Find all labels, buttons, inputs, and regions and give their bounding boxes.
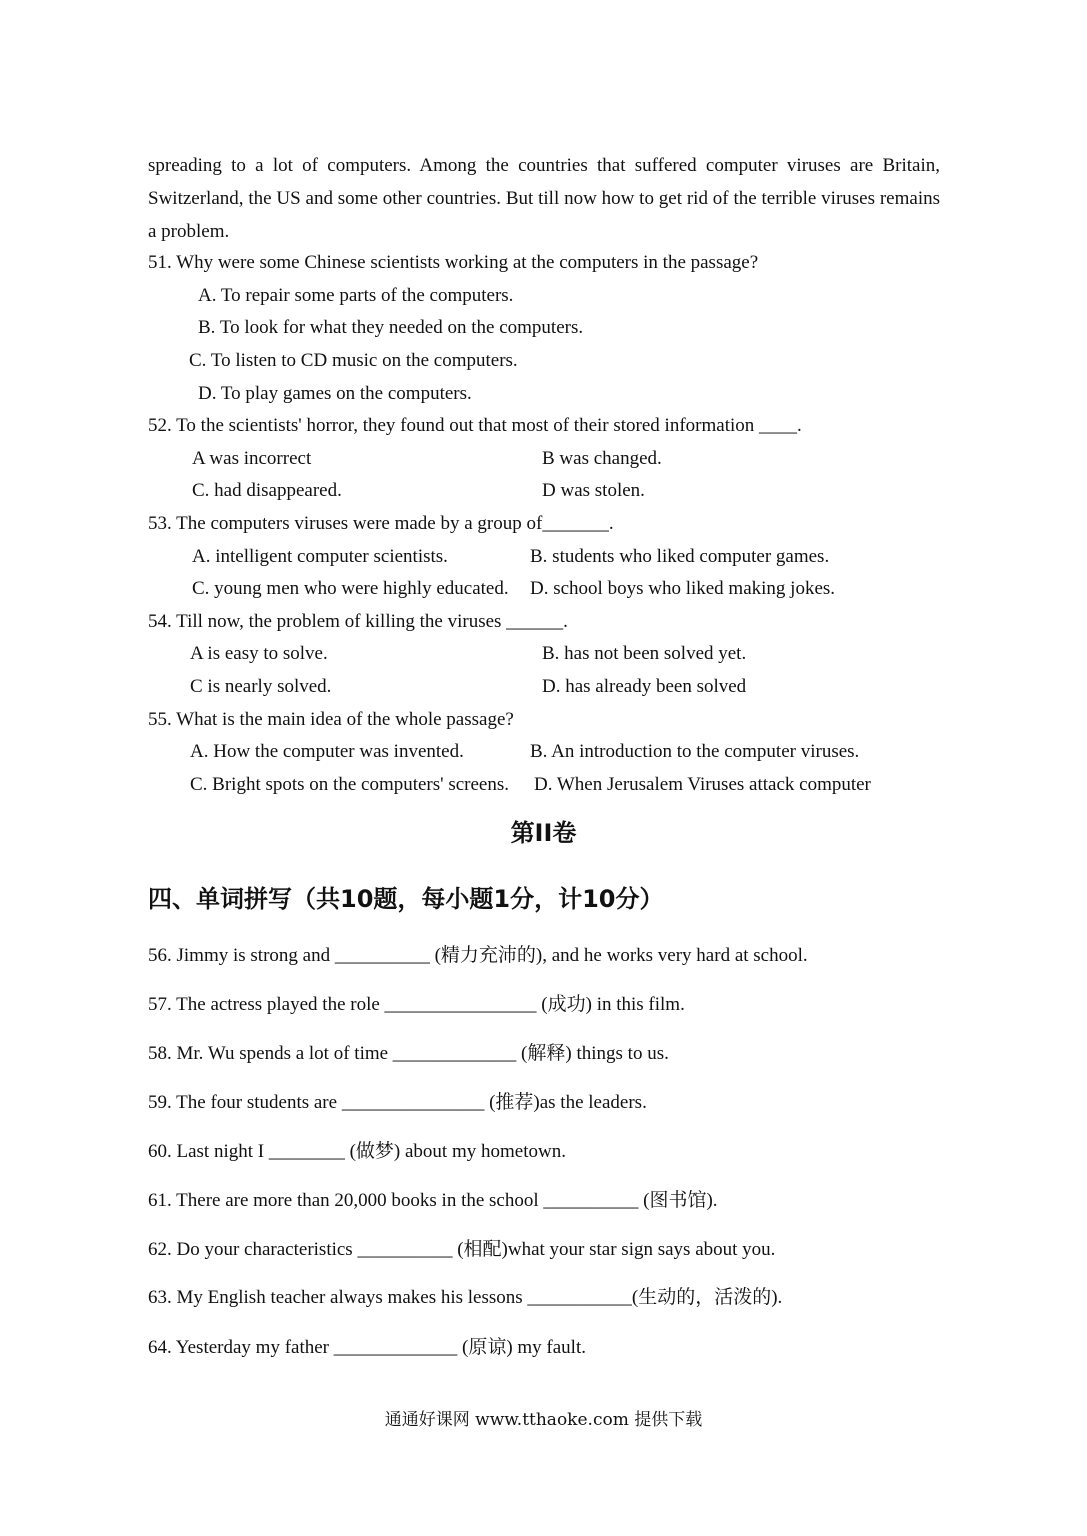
question-51-option-c: C. To listen to CD music on the computers. — [189, 350, 518, 371]
question-55-option-b: B. An introduction to the computer viruses. — [530, 741, 860, 762]
part-two-title: 第II卷 — [510, 819, 577, 847]
passage-end-paragraph: spreading to a lot of computers. Among the countries that suffered computer viruses are Britain, Switzerland, the US and some other countries. But till now how to get rid of the terrible viruses remains a problem. — [148, 155, 940, 242]
question-53-option-b: B. students who liked computer games. — [530, 546, 830, 567]
spelling-item-63: 63. My English teacher always makes his lessons ___________(生动的，活泼的). — [148, 1287, 783, 1308]
spelling-item-64: 64. Yesterday my father _____________ (原谅) my fault. — [148, 1337, 586, 1358]
question-51-stem: 51. Why were some Chinese scientists working at the computers in the passage? — [148, 252, 759, 273]
question-52-option-c: C. had disappeared. — [192, 480, 342, 501]
question-54-stem: 54. Till now, the problem of killing the viruses ______. — [148, 611, 568, 632]
question-53-option-c: C. young men who were highly educated. — [192, 578, 509, 599]
question-54-option-a: A is easy to solve. — [190, 643, 328, 664]
spelling-item-60: 60. Last night I ________ (做梦) about my hometown. — [148, 1141, 566, 1162]
question-53-option-a: A. intelligent computer scientists. — [192, 546, 448, 567]
spelling-item-57: 57. The actress played the role ________________ (成功) in this film. — [148, 994, 685, 1015]
question-52-option-d: D was stolen. — [542, 480, 645, 501]
question-55-option-c: C. Bright spots on the computers' screens. — [190, 774, 509, 795]
question-53-option-d: D. school boys who liked making jokes. — [530, 578, 836, 599]
question-54-option-c: C is nearly solved. — [190, 676, 332, 697]
question-52-stem: 52. To the scientists' horror, they found out that most of their stored information ____. — [148, 415, 802, 436]
spelling-item-61: 61. There are more than 20,000 books in the school __________ (图书馆). — [148, 1190, 718, 1211]
spelling-item-58: 58. Mr. Wu spends a lot of time _____________ (解释) things to us. — [148, 1043, 669, 1064]
question-55-stem: 55. What is the main idea of the whole passage? — [148, 709, 514, 730]
question-52-option-b: B was changed. — [542, 448, 662, 469]
question-55-option-a: A. How the computer was invented. — [190, 741, 464, 762]
question-51-option-a: A. To repair some parts of the computers. — [198, 285, 514, 306]
question-53-stem: 53. The computers viruses were made by a group of_______. — [148, 513, 614, 534]
question-51-option-b: B. To look for what they needed on the computers. — [198, 317, 584, 338]
spelling-item-62: 62. Do your characteristics __________ (相配)what your star sign says about you. — [148, 1239, 776, 1260]
spelling-item-56: 56. Jimmy is strong and __________ (精力充沛的), and he works very hard at school. — [148, 945, 808, 966]
section-four-title: 四、单词拼写（共10题，每小题1分，计10分） — [148, 885, 664, 913]
question-54-option-d: D. has already been solved — [542, 676, 747, 697]
question-55-option-d: D. When Jerusalem Viruses attack computer — [534, 774, 871, 795]
question-51-option-d: D. To play games on the computers. — [198, 383, 472, 404]
page-footer: 通通好课网 www.tthaoke.com 提供下载 — [384, 1410, 703, 1430]
question-54-option-b: B. has not been solved yet. — [542, 643, 747, 664]
question-52-option-a: A was incorrect — [192, 448, 312, 469]
spelling-item-59: 59. The four students are _______________ (推荐)as the leaders. — [148, 1092, 647, 1113]
